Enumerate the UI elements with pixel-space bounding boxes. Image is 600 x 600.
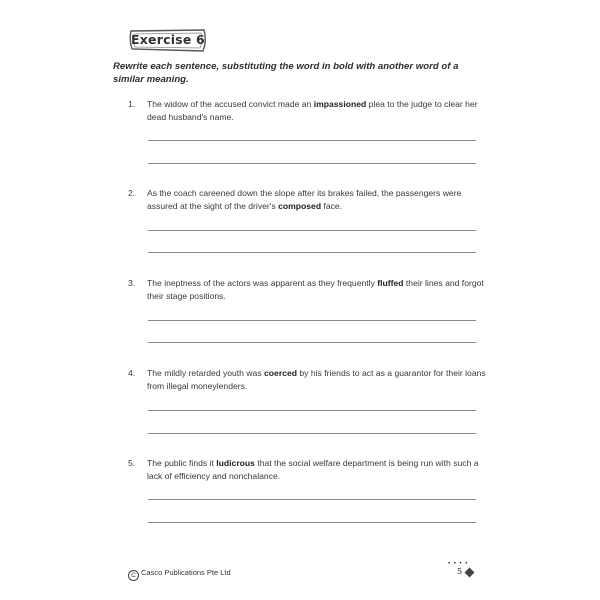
question-text: The ineptness of the actors was apparent as they frequently fluffed their lines and forgot their stage positions. <box>147 278 484 301</box>
question-number: 4. <box>128 368 136 378</box>
answer-line[interactable] <box>148 252 476 253</box>
footer-dots: • • • • <box>448 561 469 567</box>
question-text: The public finds it ludicrous that the social welfare department is being run with such a lack of efficiency and nonchalance. <box>147 458 479 481</box>
answer-line[interactable] <box>148 433 476 434</box>
bold-word: impassioned <box>313 99 367 109</box>
publisher-name: Casco Publications Pte Ltd <box>141 568 231 577</box>
question-text: The widow of the accused convict made an impassioned plea to the judge to clear her dead husband's name. <box>147 99 478 122</box>
answer-line[interactable] <box>148 522 476 523</box>
bold-word: fluffed <box>377 278 404 288</box>
question-number: 5. <box>128 458 136 468</box>
question-number: 3. <box>128 278 136 288</box>
answer-line[interactable] <box>148 320 476 321</box>
instruction-text: Rewrite each sentence, substituting the word in bold with another word of a similar meaning. <box>113 61 459 85</box>
answer-line[interactable] <box>148 342 476 343</box>
question-number: 2. <box>128 188 136 198</box>
page-number: 5 <box>457 567 463 576</box>
answer-line[interactable] <box>148 410 476 411</box>
footer-copyright <box>128 568 231 581</box>
answer-line[interactable] <box>148 140 476 141</box>
bold-word: composed <box>278 200 322 211</box>
answer-line[interactable] <box>148 163 476 164</box>
answer-line[interactable] <box>148 499 476 500</box>
question-text: As the coach careened down the slope after its brakes failed, the passengers were assured at the sight of the driver's composed face. <box>147 188 462 211</box>
answer-line[interactable] <box>148 230 476 231</box>
bold-word: coerced <box>264 368 297 378</box>
diamond-icon <box>465 568 475 578</box>
exercise-badge <box>127 26 209 54</box>
exercise-title: Exercise 6 <box>131 32 205 47</box>
question-number: 1. <box>128 99 136 109</box>
bold-word: ludicrous <box>216 458 255 468</box>
question-text: The mildly retarded youth was coerced by his friends to act as a guarantor for their loans from illegal moneylenders. <box>147 368 486 391</box>
copyright-icon: C <box>128 570 139 581</box>
